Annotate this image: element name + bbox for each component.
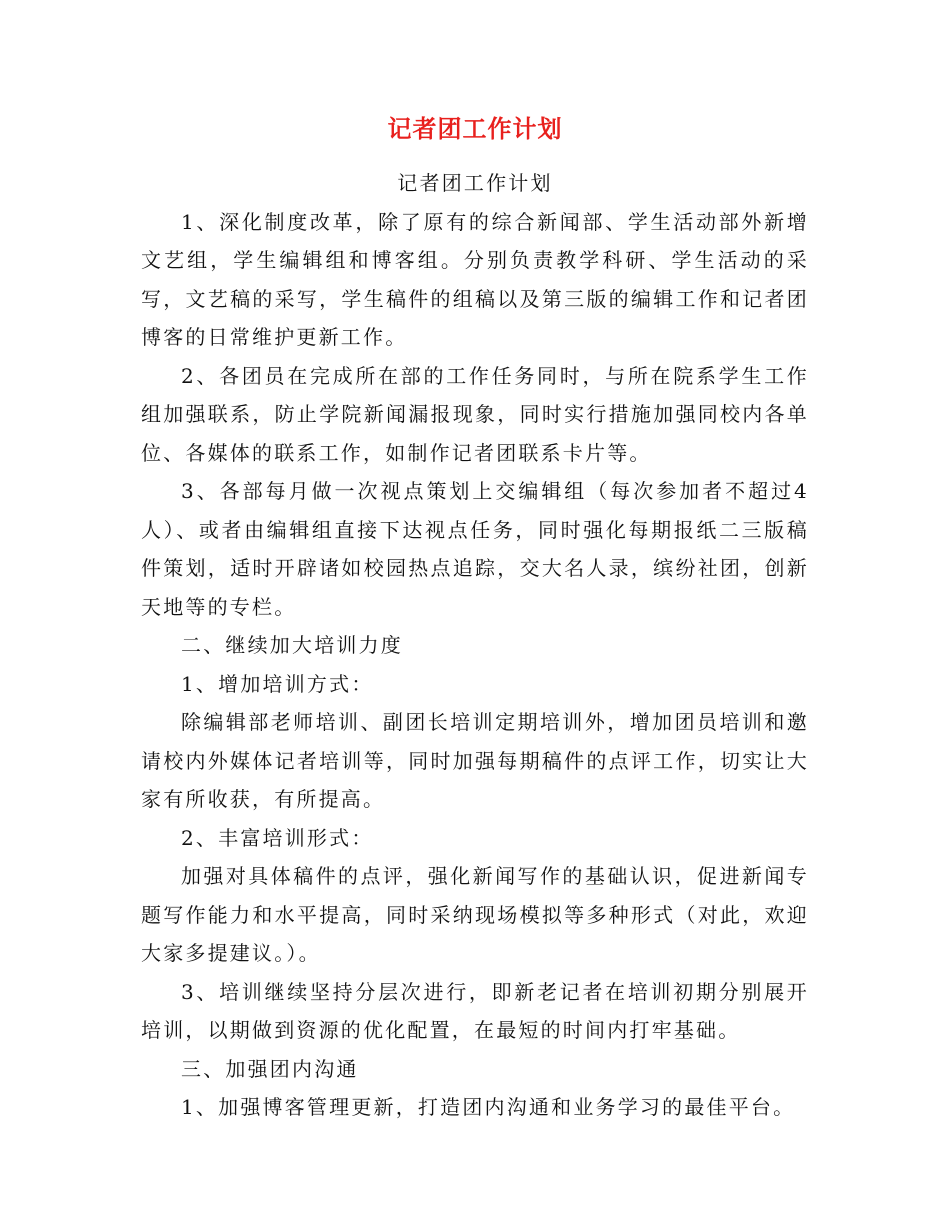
document-title: 记者团工作计划	[387, 114, 563, 143]
paragraph: 1、加强博客管理更新，打造团内沟通和业务学习的最佳平台。	[181, 1095, 796, 1119]
document-body	[141, 164, 809, 1127]
paragraph: 3、各部每月做一次视点策划上交编辑组（每次参加者不超过4人）、或者由编辑组直接下达视点任务，同时强化每期报纸二三版稿件策划，适时开辟诸如校园热点追踪，交大名人录，缤纷社团，创新天地等的专栏。	[141, 479, 809, 619]
document-subtitle: 记者团工作计划	[397, 171, 553, 195]
paragraph: 加强对具体稿件的点评，强化新闻写作的基础认识，促进新闻专题写作能力和水平提高，同时采纳现场模拟等多种形式（对此，欢迎大家多提建议。）。	[141, 864, 809, 965]
subsection-heading: 1、增加培训方式：	[181, 671, 374, 696]
paragraph: 3、培训继续坚持分层次进行，即新老记者在培训初期分别展开培训，以期做到资源的优化配置，在最短的时间内打牢基础。	[141, 979, 809, 1042]
section-heading: 三、加强团内沟通	[181, 1056, 359, 1081]
paragraph: 2、各团员在完成所在部的工作任务同时，与所在院系学生工作组加强联系，防止学院新闻漏报现象，同时实行措施加强同校内各单位、各媒体的联系工作，如制作记者团联系卡片等。	[141, 363, 809, 465]
paragraph: 1、深化制度改革，除了原有的综合新闻部、学生活动部外新增文艺组，学生编辑组和博客组。分别负责教学科研、学生活动的采写，文艺稿的采写，学生稿件的组稿以及第三版的编辑工作和记者团博客的日常维护更新工作。	[141, 209, 809, 349]
paragraph: 除编辑部老师培训、副团长培训定期培训外，增加团员培训和邀请校内外媒体记者培训等，同时加强每期稿件的点评工作，切实让大家有所收获，有所提高。	[141, 710, 809, 811]
subsection-heading: 2、丰富培训形式：	[181, 825, 374, 850]
section-heading: 二、继续加大培训力度	[181, 633, 403, 657]
